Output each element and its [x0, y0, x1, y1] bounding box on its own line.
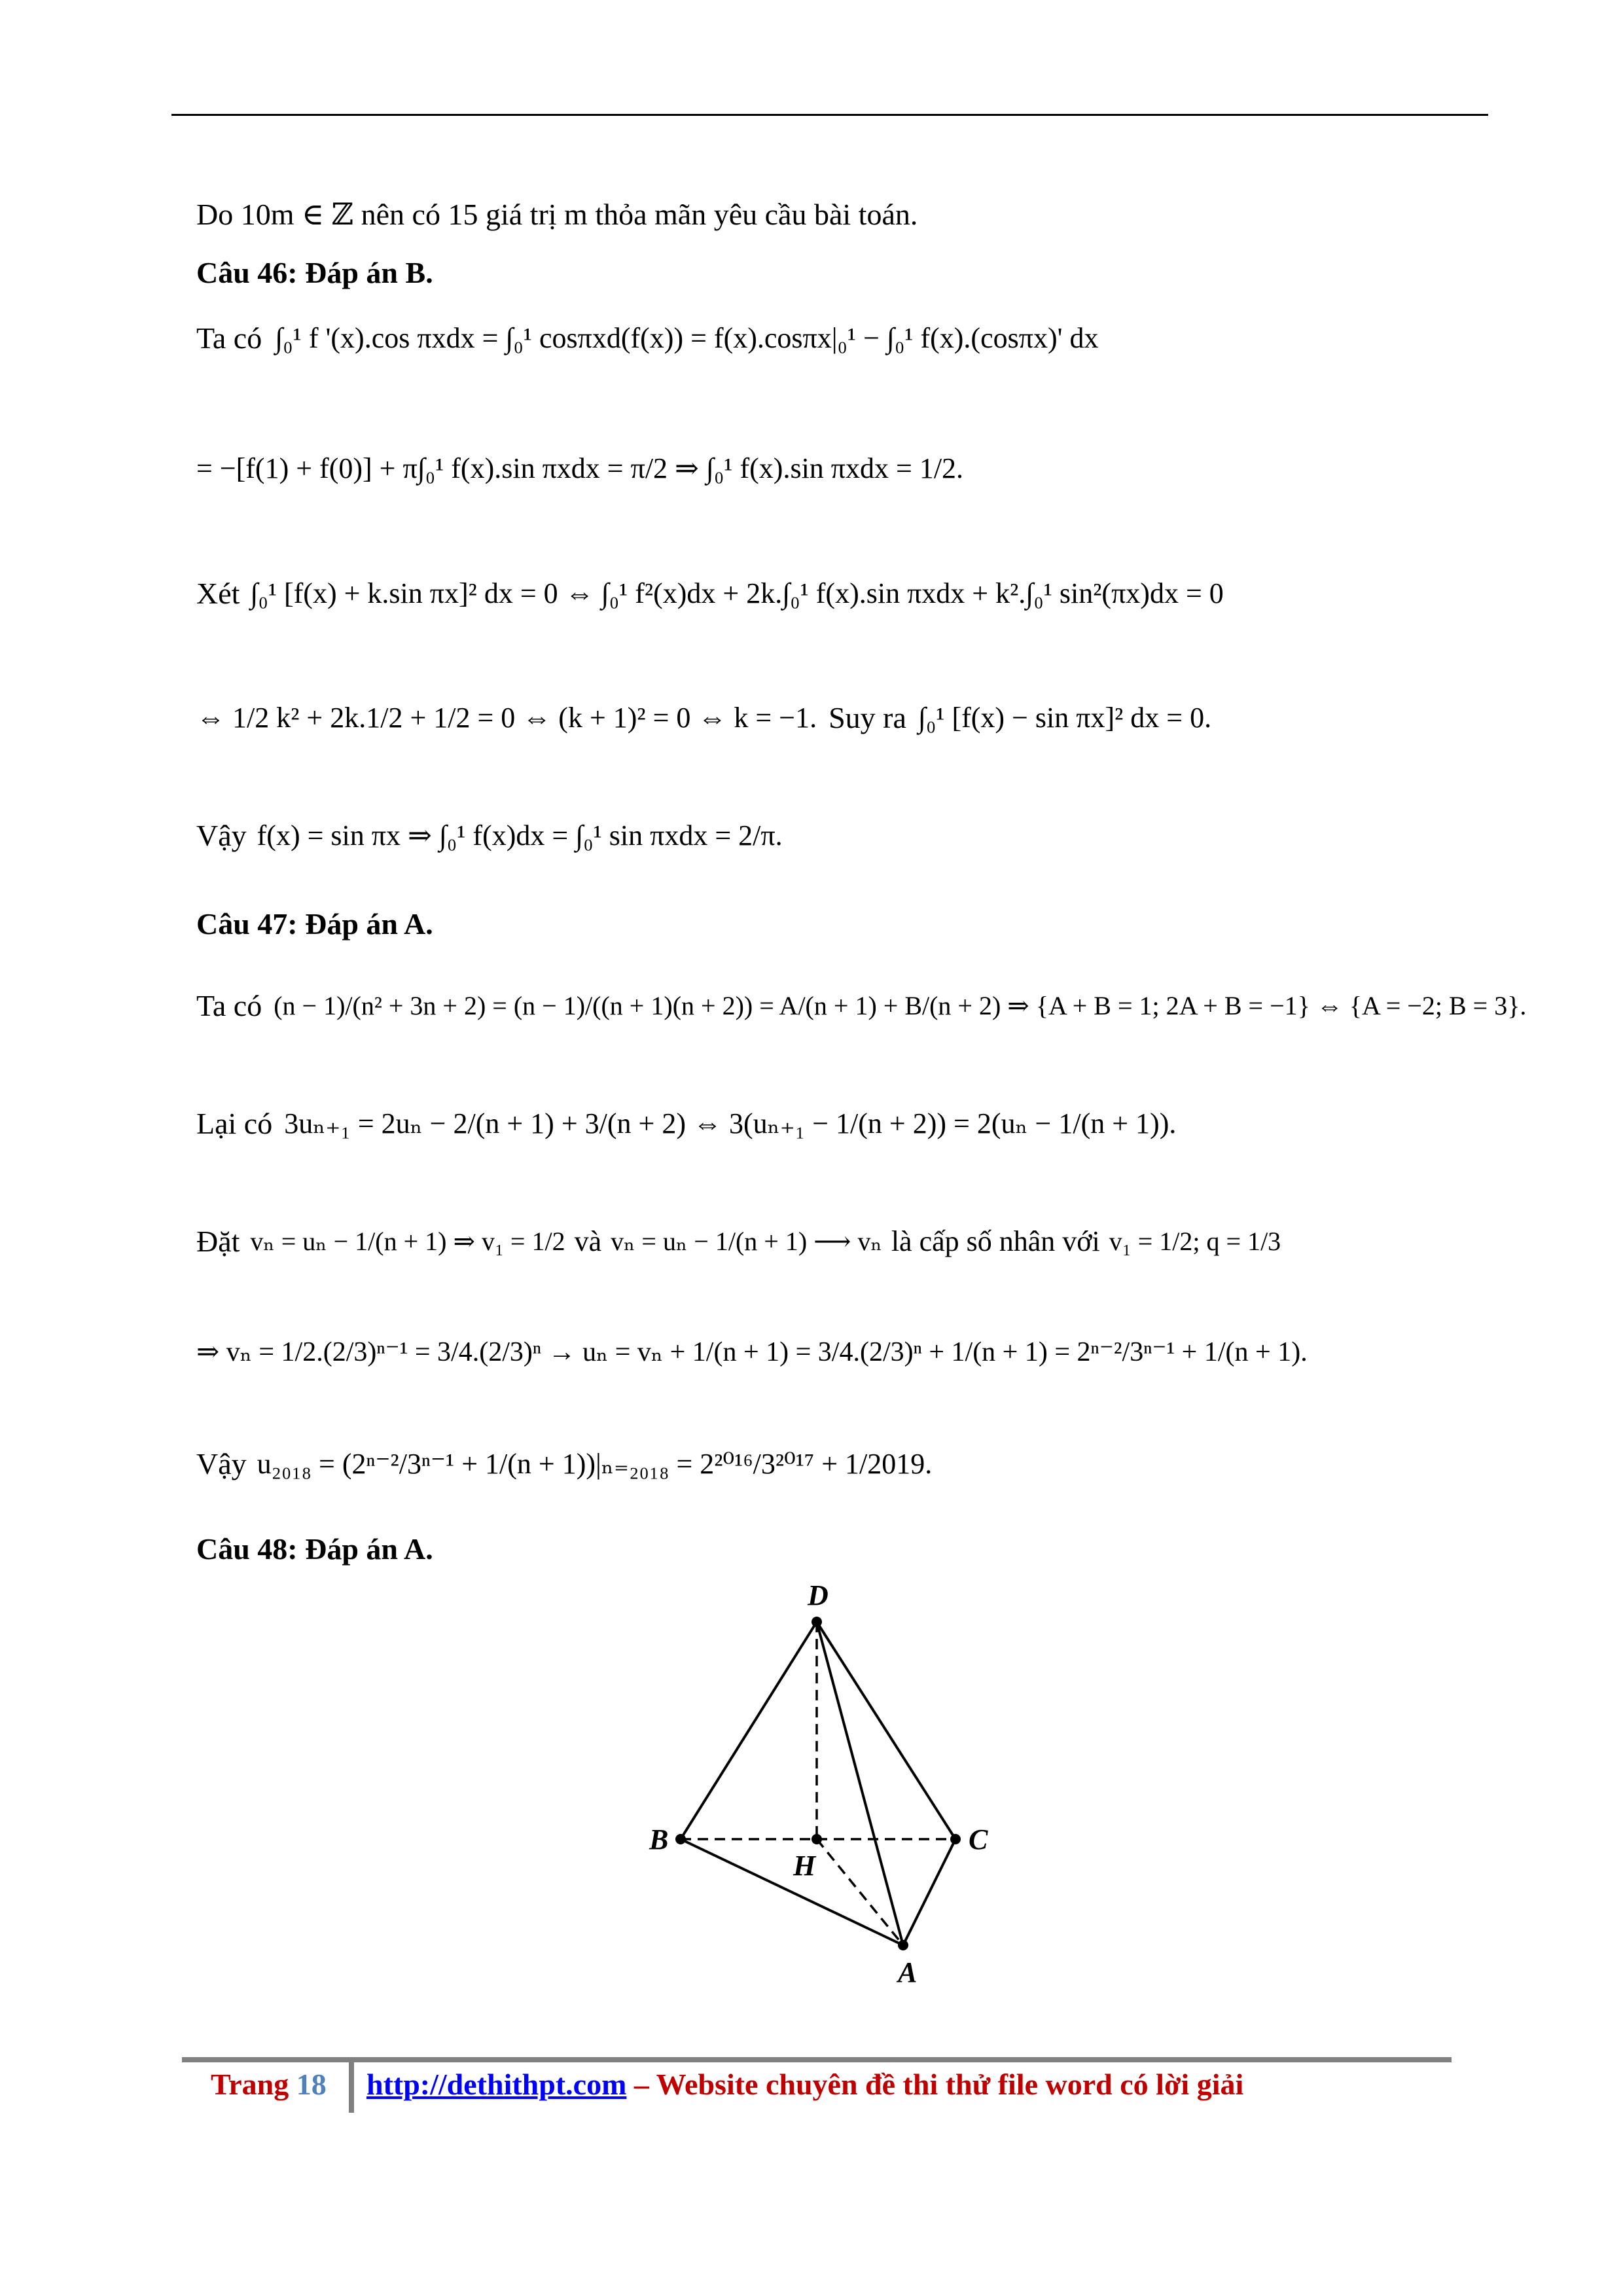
- vertex-a: [898, 1940, 908, 1950]
- q46-eq-1: ∫₀¹ f '(x).cos πxdx = ∫₀¹ cosπxd(f(x)) = f(x).cosπx|₀¹ − ∫₀¹ f(x).(cosπx)' dx: [275, 322, 1099, 354]
- q47-eq-4: ⇒ vₙ = 1/2.(2/3)ⁿ⁻¹ = 3/4.(2/3)ⁿ → uₙ = vₙ + 1/(n + 1) = 3/4.(2/3)ⁿ + 1/(n + 1) = 2ⁿ⁻²/3ⁿ⁻¹ + 1/(n + 1).: [196, 1337, 1308, 1367]
- q46-line-5: Vậy f(x) = sin πx ⇒ ∫₀¹ f(x)dx = ∫₀¹ sin πxdx = 2/π.: [196, 819, 783, 852]
- q47-line-3: Đặt vₙ = uₙ − 1/(n + 1) ⇒ v₁ = 1/2 và vₙ = uₙ − 1/(n + 1) ⟶ vₙ là cấp số nhân với v₁ = 1/2; q = 1/3: [196, 1225, 1281, 1258]
- q46-line-4: ⇔ 1/2 k² + 2k.1/2 + 1/2 = 0 ⇔ (k + 1)² = 0 ⇔ k = −1. Suy ra ∫₀¹ [f(x) − sin πx]² dx = 0.: [196, 701, 1212, 734]
- footer-site: [366, 2067, 1243, 2102]
- vertex-h: [812, 1834, 822, 1844]
- tetrahedron-diagram: [615, 1584, 1047, 1990]
- q47-eq-2: 3uₙ₊₁ = 2uₙ − 2/(n + 1) + 3/(n + 2) ⇔ 3(uₙ₊₁ − 1/(n + 2)) = 2(uₙ − 1/(n + 1)).: [284, 1107, 1177, 1139]
- footer-divider: [349, 2062, 354, 2113]
- q46-line-2: [196, 452, 963, 485]
- q47-line-5: Vậy u₂₀₁₈ = (2ⁿ⁻²/3ⁿ⁻¹ + 1/(n + 1))|ₙ₌₂₀₁₈ = 2²⁰¹⁶/3²⁰¹⁷ + 1/2019.: [196, 1447, 933, 1480]
- header-rule: [171, 114, 1488, 116]
- q46-eq-3: ∫₀¹ [f(x) + k.sin πx]² dx = 0 ⇔ ∫₀¹ f²(x)dx + 2k.∫₀¹ f(x).sin πxdx + k².∫₀¹ sin²(πx)dx = 0: [250, 577, 1224, 609]
- footer-rule: [182, 2057, 1452, 2062]
- label-d: D: [808, 1584, 829, 1611]
- label-h: H: [793, 1850, 816, 1882]
- tetrahedron-figure: [615, 1584, 1047, 1990]
- q47-eq-1: (n − 1)/(n² + 3n + 2) = (n − 1)/((n + 1)(n + 2)) = A/(n + 1) + B/(n + 2) ⇒ {A + B = 1; 2A + B = −1} ⇔ {A = −2; B = 3}.: [274, 991, 1527, 1020]
- q46-eq-4b: ∫₀¹ [f(x) − sin πx]² dx = 0.: [918, 702, 1212, 734]
- vertex-b: [675, 1834, 686, 1844]
- label-c: C: [969, 1823, 988, 1856]
- q46-eq-2: = −[f(1) + f(0)] + π∫₀¹ f(x).sin πxdx = π/2 ⇒ ∫₀¹ f(x).sin πxdx = 1/2.: [196, 452, 964, 484]
- q46-eq-4: ⇔ 1/2 k² + 2k.1/2 + 1/2 = 0 ⇔ (k + 1)² = 0 ⇔ k = −1.: [196, 702, 817, 734]
- footer-page: Trang 18: [211, 2068, 327, 2101]
- q48-heading: Câu 48: Đáp án A.: [196, 1532, 433, 1566]
- q47-eq-5: u₂₀₁₈ = (2ⁿ⁻²/3ⁿ⁻¹ + 1/(n + 1))|ₙ₌₂₀₁₈ = 2²⁰¹⁶/3²⁰¹⁷ + 1/2019.: [257, 1448, 933, 1480]
- q46-eq-5: f(x) = sin πx ⇒ ∫₀¹ f(x)dx = ∫₀¹ sin πxdx = 2/π.: [257, 819, 783, 852]
- q46-line-3: Xét ∫₀¹ [f(x) + k.sin πx]² dx = 0 ⇔ ∫₀¹ f²(x)dx + 2k.∫₀¹ f(x).sin πxdx + k².∫₀¹ sin²(πx)dx = 0: [196, 577, 1224, 610]
- q47-line-4: [196, 1335, 1308, 1368]
- label-b: B: [649, 1823, 669, 1856]
- q47-line-1: Ta có (n − 1)/(n² + 3n + 2) = (n − 1)/((n + 1)(n + 2)) = A/(n + 1) + B/(n + 2) ⇒ {A + B = 1; 2A + B = −1} ⇔ {A = −2; B = 3}.: [196, 989, 1527, 1022]
- q47-line-2: Lại có 3uₙ₊₁ = 2uₙ − 2/(n + 1) + 3/(n + 2) ⇔ 3(uₙ₊₁ − 1/(n + 2)) = 2(uₙ − 1/(n + 1)).: [196, 1107, 1177, 1140]
- q47-eq-3c: v₁ = 1/2; q = 1/3: [1109, 1227, 1281, 1256]
- q46-line-1: Ta có ∫₀¹ f '(x).cos πxdx = ∫₀¹ cosπxd(f(x)) = f(x).cosπx|₀¹ − ∫₀¹ f(x).(cosπx)' dx: [196, 321, 1099, 355]
- edge-ca: [903, 1839, 955, 1945]
- q47-heading: Câu 47: Đáp án A.: [196, 907, 433, 941]
- q47-eq-3b: vₙ = uₙ − 1/(n + 1) ⟶ vₙ: [611, 1227, 882, 1256]
- footer-tagline: – Website chuyên đề thi thử file word có lời giải: [633, 2068, 1244, 2101]
- label-a: A: [898, 1956, 918, 1988]
- vertex-d: [812, 1617, 822, 1627]
- edge-ba: [681, 1839, 903, 1945]
- q47-eq-3a: vₙ = uₙ − 1/(n + 1) ⇒ v₁ = 1/2: [250, 1227, 565, 1256]
- q46-heading: Câu 46: Đáp án B.: [196, 256, 433, 289]
- footer-link[interactable]: http://dethithpt.com: [366, 2068, 627, 2101]
- intro-line: Do 10m ∈ ℤ nên có 15 giá trị m thỏa mãn yêu cầu bài toán.: [196, 198, 918, 231]
- edge-db: [681, 1622, 817, 1839]
- edge-da: [817, 1622, 903, 1945]
- vertex-c: [950, 1834, 961, 1844]
- page-number: 18: [296, 2068, 327, 2101]
- edge-dc: [817, 1622, 955, 1839]
